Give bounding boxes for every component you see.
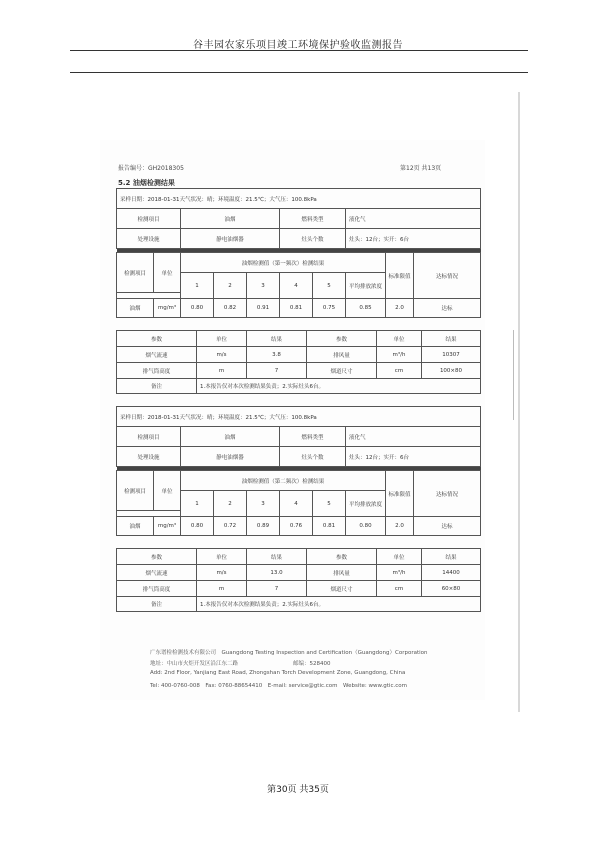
cell: 排风量 bbox=[307, 347, 377, 363]
col-1: 1 bbox=[181, 491, 214, 517]
head-test-item: 检测项目 bbox=[117, 471, 154, 511]
value-test-item: 油烟 bbox=[181, 427, 280, 447]
cell: 单位 bbox=[197, 331, 247, 347]
sampling-conditions: 采样日期：2018-01-31天气状况：晴；环境温度：21.5℃；大气压：100.8kPa bbox=[117, 189, 481, 209]
cell: 0.82 bbox=[214, 299, 247, 318]
cell: 7 bbox=[247, 363, 307, 379]
footer-company: 广东谱检检测技术有限公司 Guangdong Testing Inspection and Certification（Guangdong）Corporation bbox=[150, 650, 428, 656]
cell: 结果 bbox=[422, 549, 481, 565]
cell: 0.75 bbox=[313, 299, 346, 318]
label-treatment-facility: 处理设施 bbox=[117, 229, 181, 249]
remark-label: 备注 bbox=[117, 379, 197, 394]
scan-edge bbox=[518, 92, 520, 712]
remark-label: 备注 bbox=[117, 597, 197, 612]
value-burner-count: 灶头：12台；实开：6台 bbox=[346, 447, 481, 467]
cell: 2.0 bbox=[386, 517, 414, 536]
cell: m/s bbox=[197, 565, 247, 581]
col-4: 4 bbox=[280, 491, 313, 517]
cell: 0.80 bbox=[181, 299, 214, 318]
cell: 13.0 bbox=[247, 565, 307, 581]
cell: 油烟 bbox=[117, 299, 154, 318]
label-burner-count: 灶头个数 bbox=[280, 447, 346, 467]
col-1: 1 bbox=[181, 273, 214, 299]
label-fuel-type: 燃料类型 bbox=[280, 209, 346, 229]
cell: 0.80 bbox=[181, 517, 214, 536]
col-5: 5 bbox=[313, 491, 346, 517]
label-test-item: 检测项目 bbox=[117, 427, 181, 447]
value-fuel-type: 液化气 bbox=[346, 427, 481, 447]
cell: 单位 bbox=[377, 331, 422, 347]
head-compliance: 达标情况 bbox=[414, 471, 481, 517]
cell: 排气筒高度 bbox=[117, 363, 197, 379]
head-compliance: 达标情况 bbox=[414, 253, 481, 299]
remark-text: 1.本报告仅对本次检测结果负责；2.实际灶头6台。 bbox=[197, 379, 481, 394]
page-number: 第30页 共35页 bbox=[267, 785, 329, 795]
head-unit: 单位 bbox=[154, 253, 181, 293]
footer-address-en: Add: 2nd Floor, Yanjiang East Road, Zhongshan Torch Development Zone, Guangdong, China bbox=[150, 670, 406, 676]
parameter-table-2 bbox=[116, 548, 481, 612]
cell: 0.81 bbox=[280, 299, 313, 318]
cell: 单位 bbox=[197, 549, 247, 565]
head-test-item: 检测项目 bbox=[117, 253, 154, 293]
head-standard-limit: 标准限值 bbox=[386, 471, 414, 517]
col-2: 2 bbox=[214, 491, 247, 517]
cell: 0.76 bbox=[280, 517, 313, 536]
col-5: 5 bbox=[313, 273, 346, 299]
cell: 3.8 bbox=[247, 347, 307, 363]
cell: cm bbox=[377, 581, 422, 597]
cell: 10307 bbox=[422, 347, 481, 363]
page-header-title: 谷丰园农家乐项目竣工环境保护验收监测报告 bbox=[193, 40, 403, 51]
cell: m³/h bbox=[377, 565, 422, 581]
cell: mg/m³ bbox=[154, 517, 181, 536]
label-treatment-facility: 处理设施 bbox=[117, 447, 181, 467]
cell: 0.85 bbox=[346, 299, 386, 318]
head-measurement-group: 油烟检测值（第二频次）检测结果 bbox=[181, 471, 386, 491]
remark-text: 1.本报告仅对本次检测结果负责；2.实际灶头6台。 bbox=[197, 597, 481, 612]
cell: 烟气流速 bbox=[117, 347, 197, 363]
cell: 参数 bbox=[307, 549, 377, 565]
scan-edge-mark bbox=[513, 330, 514, 420]
table-row bbox=[117, 517, 481, 536]
cell: 2.0 bbox=[386, 299, 414, 318]
cell: 14400 bbox=[422, 565, 481, 581]
col-2: 2 bbox=[214, 273, 247, 299]
cell: 0.91 bbox=[247, 299, 280, 318]
cell: m bbox=[197, 581, 247, 597]
cell: 单位 bbox=[377, 549, 422, 565]
cell: cm bbox=[377, 363, 422, 379]
value-treatment-facility: 静电油烟器 bbox=[181, 229, 280, 249]
cell: 油烟 bbox=[117, 517, 154, 536]
report-page-ref: 第12页 共13页 bbox=[400, 165, 442, 172]
head-unit: 单位 bbox=[154, 471, 181, 511]
col-4: 4 bbox=[280, 273, 313, 299]
header-rule bbox=[70, 50, 528, 51]
cell: 烟气流速 bbox=[117, 565, 197, 581]
oil-fume-table-1 bbox=[116, 188, 481, 318]
cell: m/s bbox=[197, 347, 247, 363]
cell: 0.89 bbox=[247, 517, 280, 536]
cell: 参数 bbox=[117, 331, 197, 347]
label-fuel-type: 燃料类型 bbox=[280, 427, 346, 447]
cell: 参数 bbox=[307, 331, 377, 347]
cell: 烟道尺寸 bbox=[307, 581, 377, 597]
footer-contact: Tel: 400-0760-008 Fax: 0760-88654410 E-mail: service@gtic.com Website: www.gtic.com bbox=[150, 683, 407, 689]
cell: m bbox=[197, 363, 247, 379]
cell: 结果 bbox=[422, 331, 481, 347]
head-average: 平均排放浓度 bbox=[346, 273, 386, 299]
cell: m³/h bbox=[377, 347, 422, 363]
cell: 达标 bbox=[414, 299, 481, 318]
cell: 参数 bbox=[117, 549, 197, 565]
cell: 7 bbox=[247, 581, 307, 597]
value-fuel-type: 液化气 bbox=[346, 209, 481, 229]
cell: 排气筒高度 bbox=[117, 581, 197, 597]
head-measurement-group: 油烟检测值（第一频次）检测结果 bbox=[181, 253, 386, 273]
value-burner-count: 灶头：12台；实开：6台 bbox=[346, 229, 481, 249]
cell: 0.81 bbox=[313, 517, 346, 536]
col-3: 3 bbox=[247, 273, 280, 299]
cell: 60×80 bbox=[422, 581, 481, 597]
table-row bbox=[117, 299, 481, 318]
cell: 排风量 bbox=[307, 565, 377, 581]
cell: 0.80 bbox=[346, 517, 386, 536]
table-row bbox=[117, 363, 481, 379]
head-average: 平均排放浓度 bbox=[346, 491, 386, 517]
head-standard-limit: 标准限值 bbox=[386, 253, 414, 299]
col-3: 3 bbox=[247, 491, 280, 517]
cell: 达标 bbox=[414, 517, 481, 536]
cell: 结果 bbox=[247, 331, 307, 347]
sampling-conditions: 采样日期：2018-01-31天气状况：晴；环境温度：21.5℃；大气压：100.8kPa bbox=[117, 407, 481, 427]
table-row bbox=[117, 581, 481, 597]
oil-fume-table-2 bbox=[116, 406, 481, 536]
section-title: 5.2 油烟检测结果 bbox=[118, 179, 175, 187]
label-test-item: 检测项目 bbox=[117, 209, 181, 229]
value-test-item: 油烟 bbox=[181, 209, 280, 229]
parameter-table-1 bbox=[116, 330, 481, 394]
cell: mg/m³ bbox=[154, 299, 181, 318]
table-row bbox=[117, 565, 481, 581]
report-number: 报告编号：GH2018305 bbox=[118, 165, 184, 172]
label-burner-count: 灶头个数 bbox=[280, 229, 346, 249]
table-row bbox=[117, 347, 481, 363]
value-treatment-facility: 静电油烟器 bbox=[181, 447, 280, 467]
footer-address-cn: 地址：中山市火炬开发区沿江东二路 邮编：528400 bbox=[150, 661, 331, 667]
cell: 0.72 bbox=[214, 517, 247, 536]
header-rule-second bbox=[70, 72, 528, 73]
cell: 烟道尺寸 bbox=[307, 363, 377, 379]
cell: 100×80 bbox=[422, 363, 481, 379]
cell: 结果 bbox=[247, 549, 307, 565]
